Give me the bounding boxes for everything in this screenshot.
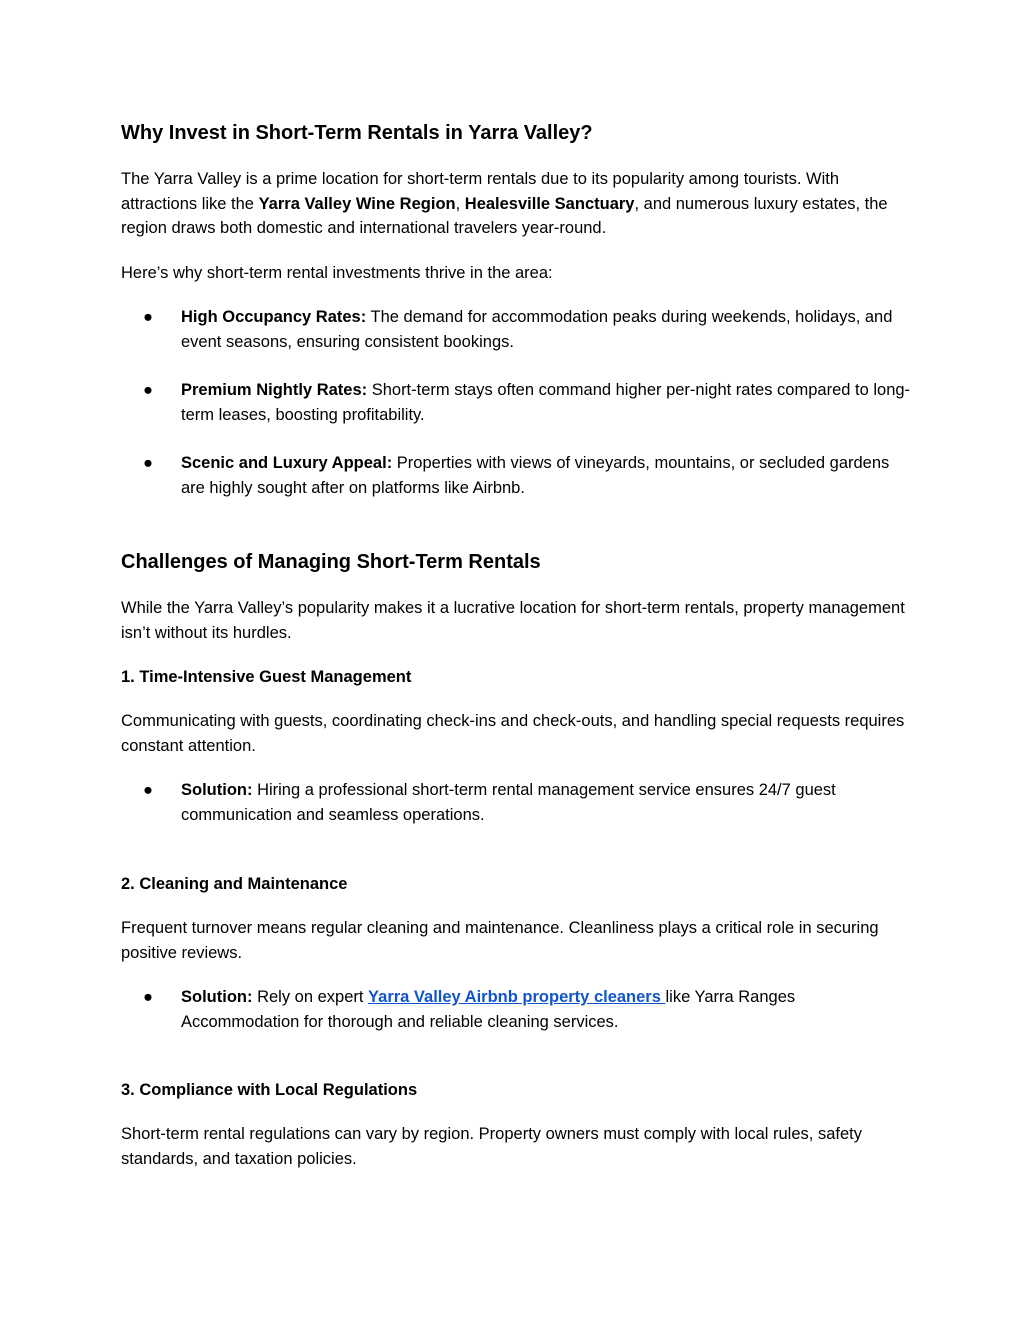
- compliance-paragraph: Short-term rental regulations can vary by region. Property owners must comply with local rules, safety standards, and taxation policies.: [121, 1125, 862, 1168]
- list-item: [121, 778, 911, 827]
- list-item: [121, 985, 911, 1034]
- lead-paragraph: Here’s why short-term rental investments thrive in the area:: [121, 264, 553, 282]
- section-heading-why-invest: Why Invest in Short-Term Rentals in Yarra Valley?: [121, 122, 593, 144]
- subheading-cleaning: 2. Cleaning and Maintenance: [121, 875, 348, 893]
- solution-text-end: like Yarra Ranges Accommodation for thorough and reliable cleaning services.: [181, 988, 796, 1031]
- bullet-icon: ●: [143, 454, 153, 472]
- list-item: [121, 451, 911, 500]
- healesville-sanctuary-bold: Healesville Sanctuary: [464, 194, 635, 213]
- solution-text: Hiring a professional short-term rental management service ensures 24/7 guest communication and seamless operations.: [181, 781, 836, 824]
- intro-text-end: , and numerous luxury estates, the region draws both domestic and international travelers year-round.: [121, 194, 888, 237]
- intro-paragraph: [121, 167, 911, 241]
- bullet-text: Short-term stays often command higher per-night rates compared to long-term leases, boosting profitability.: [181, 381, 911, 424]
- list-item: [121, 378, 911, 427]
- cleaning-paragraph: Frequent turnover means regular cleaning and maintenance. Cleanliness plays a critical role in securing positive reviews.: [121, 919, 879, 962]
- airbnb-cleaners-link[interactable]: Yarra Valley Airbnb property cleaners: [368, 988, 666, 1006]
- solution-text: Rely on expert: [252, 988, 369, 1006]
- bullet-icon: ●: [143, 308, 153, 326]
- section-heading-challenges: Challenges of Managing Short-Term Rentals: [121, 551, 541, 573]
- bullet-icon: ●: [143, 988, 153, 1006]
- bullet-text: The demand for accommodation peaks during weekends, holidays, and event seasons, ensuring consistent bookings.: [181, 308, 893, 351]
- intro-text: The Yarra Valley is a prime location for short-term rentals due to its popularity among tourists. With attractions like the: [121, 170, 840, 213]
- subheading-compliance: 3. Compliance with Local Regulations: [121, 1081, 418, 1099]
- guest-management-paragraph: Communicating with guests, coordinating check-ins and check-outs, and handling special requests requires constant attention.: [121, 712, 905, 755]
- bullet-icon: ●: [143, 781, 153, 799]
- subheading-guest-management: 1. Time-Intensive Guest Management: [121, 668, 412, 686]
- bullet-label: Scenic and Luxury Appeal:: [181, 454, 393, 472]
- bullet-icon: ●: [143, 381, 153, 399]
- solution-label: Solution:: [181, 988, 253, 1006]
- bullet-label: Premium Nightly Rates:: [181, 381, 368, 399]
- bullet-text: Properties with views of vineyards, mountains, or secluded gardens are highly sought after on platforms like Airbnb.: [181, 454, 890, 497]
- wine-region-bold: Yarra Valley Wine Region: [258, 194, 456, 213]
- challenges-intro-paragraph: While the Yarra Valley’s popularity makes it a lucrative location for short-term rentals, property management isn’t without its hurdles.: [121, 599, 905, 642]
- solution-label: Solution:: [181, 781, 253, 799]
- intro-separator: ,: [455, 194, 465, 213]
- bullet-label: High Occupancy Rates:: [181, 308, 367, 326]
- list-item: [121, 305, 911, 354]
